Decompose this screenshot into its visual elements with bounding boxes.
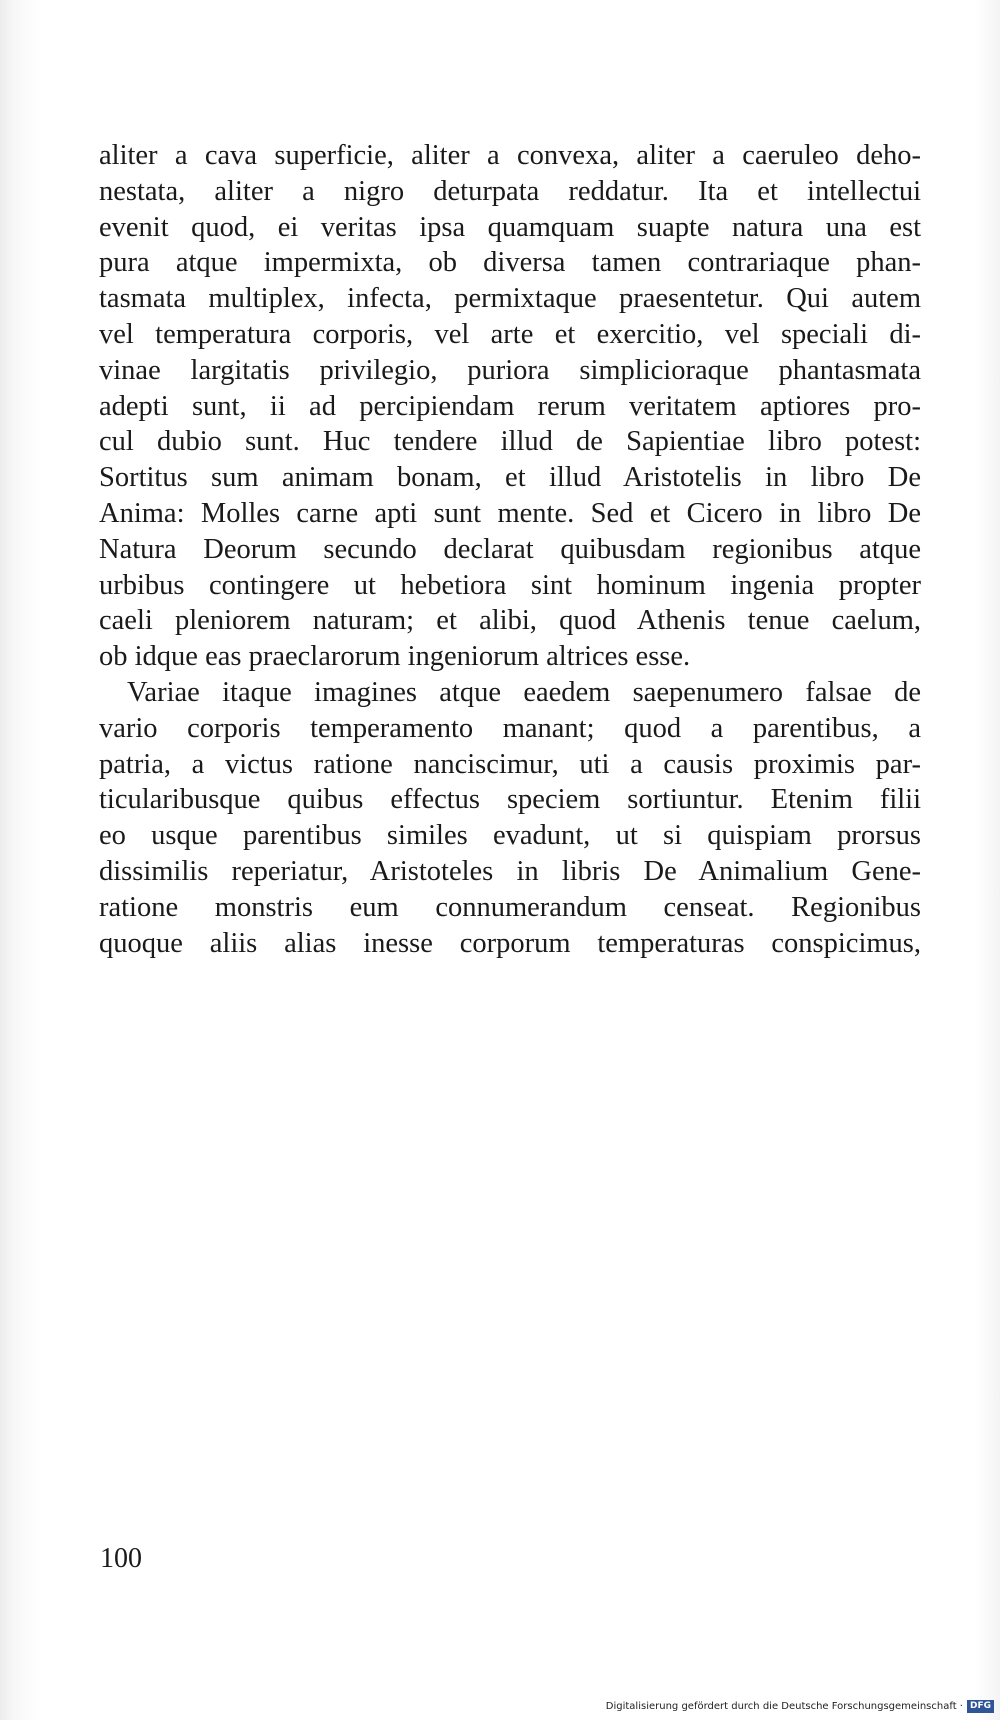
page-number: 100 — [100, 1543, 142, 1574]
text-line: caeli pleniorem naturam; et alibi, quod Athenis tenue caelum, — [99, 605, 921, 637]
paragraph-end-line: ob idque eas praeclarorum ingeniorum altrices esse. — [99, 641, 691, 673]
text-line: eo usque parentibus similes evadunt, ut si quispiam prorsus — [99, 820, 921, 852]
body-text — [99, 138, 921, 961]
text-line: Natura Deorum secundo declarat quibusdam regionibus atque — [99, 533, 921, 565]
text-line: vinae largitatis privilegio, puriora simplicioraque phantasmata — [99, 354, 921, 386]
text-line: tasmata multiplex, infecta, permixtaque praesentetur. Qui autem — [99, 283, 921, 315]
paragraph-start-line: Variae itaque imagines atque eaedem saepenumero falsae de — [127, 676, 921, 708]
text-line: Anima: Molles carne apti sunt mente. Sed et Cicero in libro De — [99, 497, 921, 529]
text-line: urbibus contingere ut hebetiora sint hominum ingenia propter — [99, 569, 921, 601]
text-line: cul dubio sunt. Huc tendere illud de Sapientiae libro potest: — [99, 426, 921, 458]
text-line: ticularibusque quibus effectus speciem sortiuntur. Etenim filii — [99, 784, 921, 816]
text-line: patria, a victus ratione nanciscimur, uti a causis proximis par- — [99, 748, 921, 780]
text-line: Sortitus sum animam bonam, et illud Aristotelis in libro De — [99, 462, 921, 494]
text-line: adepti sunt, ii ad percipiendam rerum veritatem aptiores pro- — [99, 390, 921, 422]
text-line: aliter a cava superficie, aliter a convexa, aliter a caeruleo deho- — [99, 140, 921, 171]
text-line: ratione monstris eum connumerandum censeat. Regionibus — [99, 891, 921, 923]
text-line: pura atque impermixta, ob diversa tamen contrariaque phan- — [99, 247, 921, 279]
text-line: vel temperatura corporis, vel arte et exercitio, vel speciali di- — [99, 318, 921, 350]
text-line: vario corporis temperamento manant; quod a parentibus, a — [99, 712, 921, 744]
text-line: dissimilis reperiatur, Aristoteles in libris De Animalium Gene- — [99, 855, 921, 887]
text-line: evenit quod, ei veritas ipsa quamquam suapte natura una est — [99, 211, 921, 243]
digitization-footer — [606, 1700, 994, 1713]
text-line: nestata, aliter a nigro deturpata reddatur. Ita et intellectui — [99, 175, 921, 207]
dfg-logo-icon: DFG — [967, 1700, 994, 1713]
footer-credit-text: Digitalisierung gefördert durch die Deutsche Forschungsgemeinschaft · — [605, 1701, 963, 1712]
text-line: quoque aliis alias inesse corporum temperaturas conspicimus, — [99, 927, 921, 959]
